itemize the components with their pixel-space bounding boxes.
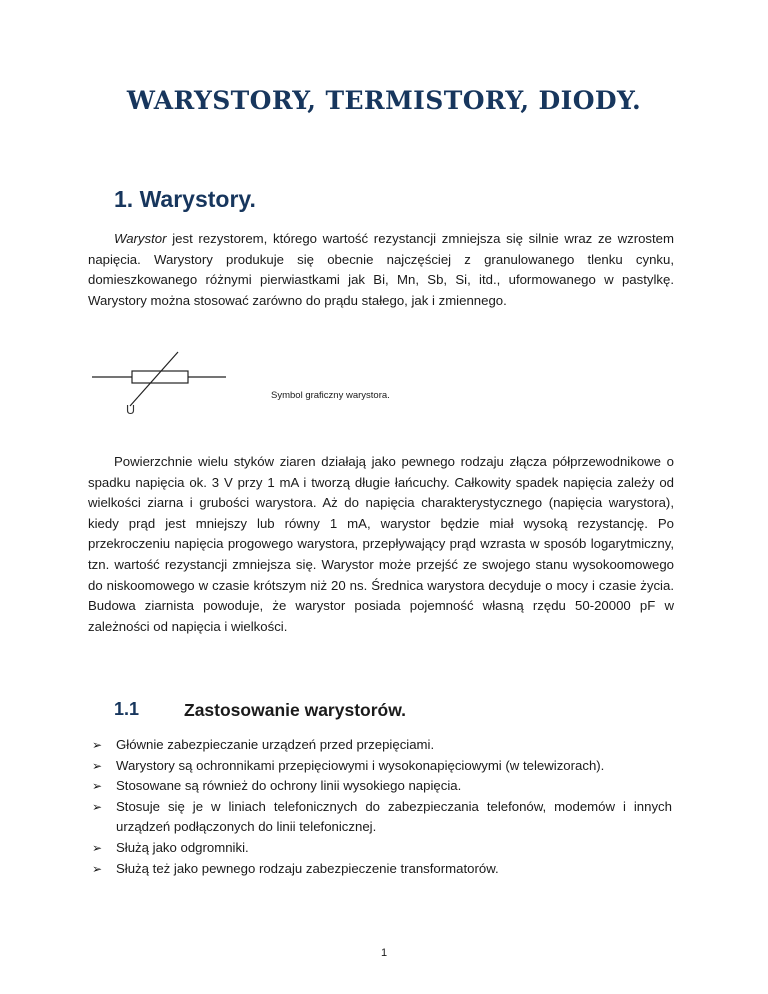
list-item-text: Stosuje się je w liniach telefonicznych do zabezpieczania telefonów, modemów i innych urządzeń podłączonych do linii telefonicznej.: [116, 798, 672, 835]
applications-list: [92, 735, 672, 879]
list-item-text: Stosowane są również do ochrony linii wysokiego napięcia.: [116, 778, 462, 794]
arrow-bullet-icon: ➢: [92, 738, 103, 752]
list-item: [92, 859, 672, 880]
symbol-label-u: U: [126, 403, 136, 417]
symbol-caption: Symbol graficzny warystora.: [271, 390, 390, 401]
list-item-text: Służą jako odgromniki.: [116, 839, 249, 855]
paragraph-grain-contacts-text: Powierzchnie wielu styków ziaren działają jako pewnego rodzaju złącza półprzewodnikowe o spadku napięcia ok. 3 V przy 1 mA i tworzą długie łańcuchy. Całkowity spadek napięcia zależy od wielkości ziarna i grubości warystora. Aż do napięcia charakterystycznego (napięcia warystora), kiedy prąd jest mniejszy lub równy 1 mA, warystor będzie miał wysoką rezystancję. Po przekroczeniu napięcia progowego warystora, przepływający prąd wzrasta w sposób logarytmiczny, tzn. wartość rezystancji zmniejsza się. Warystor może przejść ze swojego stanu wysokoomowego do niskoomowego w czasie krótszym niż 20 ns. Średnica warystora decyduje o mocy i czasie życia. Budowa ziarnista powoduje, że warystor posiada pojemność własną rzędu 50-20000 pF w zależności od napięcia i wielkości.: [88, 454, 674, 634]
paragraph-intro: [88, 229, 674, 311]
document-title: WARYSTORY, TERMISTORY, DIODY.: [126, 86, 642, 115]
arrow-bullet-icon: ➢: [92, 758, 103, 773]
list-item: [92, 756, 672, 777]
list-item: [92, 797, 672, 838]
list-item-text: Służą też jako pewnego rodzaju zabezpieczenie transformatorów.: [116, 860, 499, 876]
paragraph-grain-contacts: [88, 452, 674, 637]
arrow-bullet-icon: ➢: [92, 799, 103, 814]
subsection-heading: Zastosowanie warystorów.: [184, 700, 407, 720]
section-heading-warystory: 1. Warystory.: [114, 186, 256, 212]
list-item: [92, 735, 672, 756]
arrow-bullet-icon: ➢: [92, 840, 103, 855]
list-item-text: Głównie zabezpieczanie urządzeń przed przepięciami.: [116, 737, 435, 752]
list-item: [92, 776, 672, 797]
varistor-symbol-icon: [92, 346, 232, 426]
paragraph-intro-text: jest rezystorem, którego wartość rezystancji zmniejsza się silnie wraz ze wzrostem napięcia. Warystory produkuje się obecnie najczęściej z granulowanego tlenku cynku, domieszkowanego różnymi pierwiastkami jak Bi, Mn, Sb, Si, itd., uformowanego w pastylkę. Warystory można stosować zarówno do prądu stałego, jak i zmiennego.: [88, 231, 674, 308]
arrow-bullet-icon: ➢: [92, 779, 103, 794]
subsection-number: 1.1: [114, 699, 140, 719]
term-warystor: Warystor: [114, 231, 167, 246]
page-number: 1: [380, 947, 388, 959]
arrow-bullet-icon: ➢: [92, 861, 103, 876]
list-item-text: Warystory są ochronnikami przepięciowymi i wysokonapięciowymi (w telewizorach).: [116, 757, 605, 773]
list-item: [92, 838, 672, 859]
